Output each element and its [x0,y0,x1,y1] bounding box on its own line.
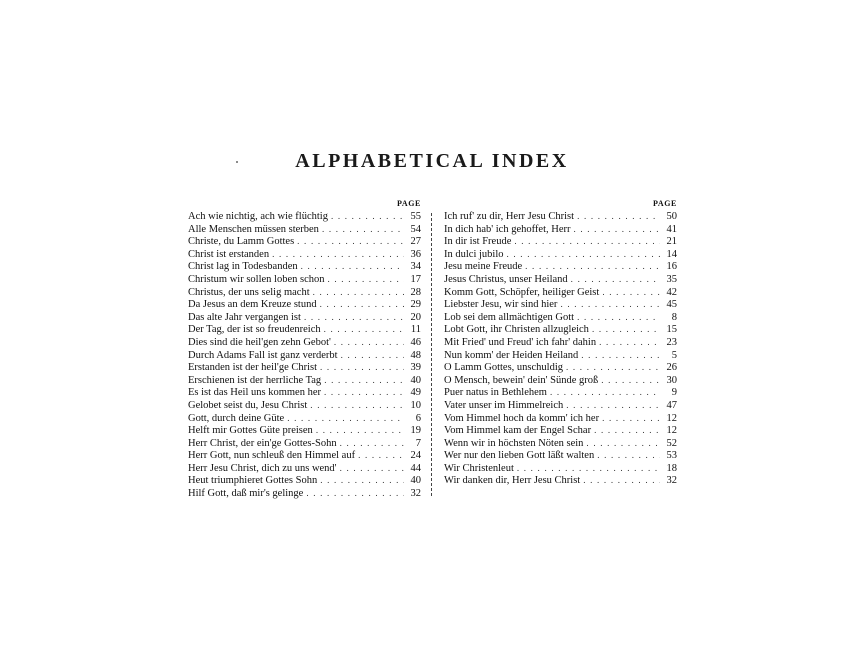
entry-title: In dich hab' ich gehoffet, Herr [444,223,571,235]
index-entry [188,462,421,475]
dot-leader [566,399,660,412]
index-column-right [444,198,677,487]
entry-title: Wer nur den lieben Gott läßt walten [444,450,595,462]
dot-leader [331,210,404,223]
entry-title: Dies sind die heil'gen zehn Gebot' [188,336,331,348]
entry-page-number: 49 [410,387,421,399]
entry-title: O Mensch, bewein' dein' Sünde groß [444,374,599,386]
entry-title: Christum wir sollen loben schon [188,273,325,285]
dot-leader [566,361,660,374]
dot-leader [597,449,660,462]
dot-leader [601,374,660,387]
entry-page-number: 8 [671,311,677,323]
entry-title: Erschienen ist der herrliche Tag [188,374,322,386]
entry-page-number: 34 [410,261,421,273]
column-divider [431,213,432,496]
entry-page-number: 17 [410,273,421,285]
index-entry [444,399,677,412]
entry-page-number: 23 [666,336,677,348]
index-entry [444,273,677,286]
dot-leader [517,462,660,475]
entry-title: Es ist das Heil uns kommen her [188,387,321,399]
entry-page-number: 40 [410,475,421,487]
entry-title: Heut triumphieret Gottes Sohn [188,475,318,487]
entry-page-number: 48 [410,349,421,361]
entry-title: Komm Gott, Schöpfer, heiliger Geist [444,286,600,298]
dot-leader [571,273,660,286]
dot-leader [304,311,404,324]
dot-leader [324,323,404,336]
index-entry [188,260,421,273]
dot-leader [560,298,660,311]
index-entry [444,462,677,475]
entry-page-number: 18 [666,462,677,474]
entry-page-number: 7 [415,437,421,449]
entry-page-number: 6 [415,412,421,424]
entry-title: O Lamm Gottes, unschuldig [444,362,563,374]
dot-leader [507,248,661,261]
entry-page-number: 12 [666,425,677,437]
dot-leader [322,223,404,236]
entry-page-number: 10 [410,399,421,411]
index-entry [444,210,677,223]
entry-page-number: 45 [666,299,677,311]
index-entry [188,235,421,248]
entry-page-number: 11 [410,324,421,336]
entry-page-number: 35 [666,273,677,285]
entry-page-number: 5 [671,349,677,361]
dot-leader [334,336,404,349]
entry-page-number: 16 [666,261,677,273]
entry-page-number: 27 [410,236,421,248]
index-entry [444,412,677,425]
index-list [444,210,677,487]
index-entry [188,323,421,336]
entry-title: Herr Gott, nun schleuß den Himmel auf [188,450,356,462]
index-entry [188,424,421,437]
index-entry [188,273,421,286]
index-entry [188,386,421,399]
entry-page-number: 32 [666,475,677,487]
entry-title: Durch Adams Fall ist ganz verderbt [188,349,338,361]
index-entry [444,424,677,437]
index-entry [444,361,677,374]
entry-title: Jesus Christus, unser Heiland [444,273,568,285]
dot-leader [320,361,404,374]
dot-leader [316,424,404,437]
dot-leader [340,437,404,450]
index-list [188,210,421,500]
entry-title: Puer natus in Bethlehem [444,387,547,399]
index-entry [188,361,421,374]
dot-leader [586,437,660,450]
dot-leader [592,323,660,336]
dot-leader [599,336,660,349]
entry-title: Christ lag in Todesbanden [188,261,298,273]
entry-title: Gelobet seist du, Jesu Christ [188,399,308,411]
entry-title: Mit Fried' und Freud' ich fahr' dahin [444,336,597,348]
entry-page-number: 29 [410,299,421,311]
dot-leader [514,235,660,248]
entry-page-number: 20 [410,311,421,323]
dot-leader [328,273,405,286]
index-entry [444,449,677,462]
index-entry [444,235,677,248]
page-column-header: PAGE [652,199,677,208]
entry-page-number: 44 [410,462,421,474]
dot-leader [581,349,660,362]
index-entry [188,336,421,349]
dot-leader [310,399,404,412]
index-entry [444,298,677,311]
entry-page-number: 21 [666,236,677,248]
dot-leader [577,311,660,324]
entry-page-number: 52 [666,437,677,449]
entry-title: Jesu meine Freude [444,261,523,273]
dot-leader [583,474,660,487]
index-entry [444,248,677,261]
entry-title: Herr Christ, der ein'ge Gottes-Sohn [188,437,337,449]
entry-title: Vom Himmel kam der Engel Schar [444,425,592,437]
dot-leader [525,260,660,273]
index-entry [444,386,677,399]
dot-leader [287,412,404,425]
dot-leader [594,424,660,437]
entry-title: In dulci jubilo [444,248,504,260]
index-entry [188,437,421,450]
index-entry [188,374,421,387]
entry-title: Wenn wir in höchsten Nöten sein [444,437,584,449]
entry-page-number: 39 [410,362,421,374]
index-entry [444,311,677,324]
index-entry [188,311,421,324]
entry-title: Da Jesus an dem Kreuze stund [188,299,317,311]
page-column-header: PAGE [396,199,421,208]
entry-title: Christe, du Lamm Gottes [188,236,295,248]
index-entry [188,248,421,261]
entry-page-number: 42 [666,286,677,298]
dot-leader [577,210,660,223]
index-entry [444,223,677,236]
entry-title: Gott, durch deine Güte [188,412,285,424]
index-entry [444,437,677,450]
page-title: ALPHABETICAL INDEX [295,150,569,172]
entry-page-number: 47 [666,399,677,411]
index-entry [188,286,421,299]
entry-title: Helft mir Gottes Güte preisen [188,425,313,437]
dot-leader [358,449,404,462]
index-entry [188,210,421,223]
entry-page-number: 9 [671,387,677,399]
index-entry [188,449,421,462]
entry-page-number: 19 [410,425,421,437]
entry-title: Nun komm' der Heiden Heiland [444,349,579,361]
dot-leader [550,386,660,399]
print-speck [236,161,238,163]
dot-leader [272,248,404,261]
entry-page-number: 41 [666,223,677,235]
entry-title: Wir Christenleut [444,462,514,474]
entry-page-number: 32 [410,488,421,500]
dot-leader [324,374,404,387]
index-column-left [188,198,421,500]
entry-title: Lob sei dem allmächtigen Gott [444,311,575,323]
entry-title: Vom Himmel hoch da komm' ich her [444,412,600,424]
index-entry [444,349,677,362]
entry-title: Alle Menschen müssen sterben [188,223,319,235]
index-entry [188,474,421,487]
entry-page-number: 40 [410,374,421,386]
entry-title: Liebster Jesu, wir sind hier [444,299,558,311]
entry-title: Ich ruf' zu dir, Herr Jesu Christ [444,211,575,222]
dot-leader [313,286,404,299]
entry-page-number: 14 [666,248,677,260]
index-entry [188,412,421,425]
index-entry [444,336,677,349]
dot-leader [320,298,404,311]
entry-page-number: 26 [666,362,677,374]
dot-leader [320,474,404,487]
index-entry [188,298,421,311]
entry-title: Ach wie nichtig, ach wie flüchtig [188,211,328,222]
entry-page-number: 36 [410,248,421,260]
entry-page-number: 15 [666,324,677,336]
entry-page-number: 54 [410,223,421,235]
entry-title: Wir danken dir, Herr Jesu Christ [444,475,581,487]
dot-leader [602,286,660,299]
entry-title: Das alte Jahr vergangen ist [188,311,301,323]
entry-page-number: 12 [666,412,677,424]
entry-page-number: 28 [410,286,421,298]
dot-leader [341,349,404,362]
dot-leader [573,223,660,236]
entry-title: In dir ist Freude [444,236,512,248]
index-entry [444,286,677,299]
entry-page-number: 55 [410,211,421,222]
entry-page-number: 53 [666,450,677,462]
entry-title: Der Tag, der ist so freudenreich [188,324,321,336]
dot-leader [306,487,404,500]
dot-leader [324,386,404,399]
entry-title: Christus, der uns selig macht [188,286,310,298]
entry-title: Lobt Gott, ihr Christen allzugleich [444,324,589,336]
entry-title: Christ ist erstanden [188,248,270,260]
entry-title: Hilf Gott, daß mir's gelinge [188,488,304,500]
entry-page-number: 30 [666,374,677,386]
index-entry [188,487,421,500]
index-entry [444,260,677,273]
entry-page-number: 46 [410,336,421,348]
index-entry [188,399,421,412]
entry-page-number: 24 [410,450,421,462]
dot-leader [340,462,404,475]
index-entry [444,374,677,387]
dot-leader [301,260,404,273]
entry-page-number: 50 [666,211,677,222]
dot-leader [602,412,660,425]
index-entry [188,223,421,236]
entry-title: Herr Jesu Christ, dich zu uns wend' [188,462,337,474]
index-entry [188,349,421,362]
index-entry [444,474,677,487]
entry-title: Vater unser im Himmelreich [444,399,564,411]
index-entry [444,323,677,336]
dot-leader [297,235,404,248]
entry-title: Erstanden ist der heil'ge Christ [188,362,318,374]
